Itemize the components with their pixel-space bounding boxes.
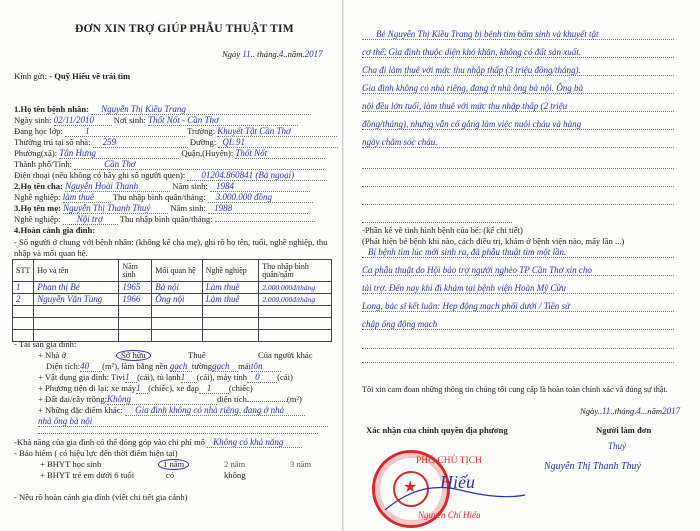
stamp-title: PHÓ CHỦ TỊCH	[416, 456, 482, 466]
computer-field[interactable]: 0	[247, 373, 277, 383]
bhyt-child-option-no[interactable]: không	[224, 470, 246, 480]
table-row	[13, 282, 332, 294]
other-row: + Những đặc điểm khác: Gia đình không có nhà riêng, đang ở nhà	[38, 406, 305, 416]
cell[interactable]	[13, 306, 34, 318]
situation-line[interactable]: đồng/tháng), nhưng vẫn cố gắng làm việc nuôi cháu và hàng	[362, 120, 674, 130]
grade-row: Đang học lớp: 1 Trường: Khuyết Tật Cần Thơ	[14, 127, 337, 137]
other-field-line1[interactable]: Gia đình không có nhà riêng, đang ở nhà	[125, 406, 305, 416]
cell[interactable]	[119, 306, 152, 318]
blank-line[interactable]	[362, 222, 512, 223]
fridge-field[interactable]: 1	[181, 373, 197, 383]
household-intro: - Số người ở chung với bệnh nhân: (không kể cha mẹ), ghi rõ họ tên, tuổi, nghề nghiệp, thu	[14, 237, 328, 247]
assets-label: - Tài sản gia đình:	[14, 339, 77, 349]
cell[interactable]: Làm thuê	[202, 294, 259, 306]
col-stt: STT	[13, 260, 34, 282]
cell[interactable]: 2.000.000đ/tháng	[259, 294, 332, 306]
star-icon: ★	[403, 479, 418, 496]
contribution-field[interactable]: Không có khả năng	[207, 438, 302, 448]
transport-row: + Phương tiện đi lại: xe máy1 (chiếc), xe đạp 1 (chiếc)	[38, 383, 253, 393]
blank-line[interactable]	[362, 204, 674, 205]
land-row: + Đất đai/cây trồng:Không diện tích (m²)	[38, 394, 302, 404]
phone-field[interactable]: 01204.860841 (Bà ngoại)	[187, 171, 327, 181]
date-month: 4	[278, 49, 284, 59]
father-name-field[interactable]: Nguyễn Hoài Thanh	[65, 182, 170, 192]
bhyt-student-option-1[interactable]: 1 năm	[158, 459, 189, 470]
situation-label: - Nêu rõ hoàn cảnh gia đình (viết chi tiết gia cảnh)	[14, 492, 188, 502]
date-day: 11	[242, 49, 251, 59]
land-area-field[interactable]	[247, 401, 287, 402]
mother-job-row: Nghề nghiệp: Nội trợ Thu nhập bình quân/tháng:	[14, 215, 315, 225]
illness-label: -Phần kể về tình hình bệnh của bé: (kể chi tiết)	[362, 225, 523, 235]
cell[interactable]: 1965	[119, 282, 152, 294]
wall-field[interactable]: gạch	[212, 362, 238, 372]
father-job-field[interactable]: làm thuê	[63, 193, 111, 203]
situation-line[interactable]: Bé Nguyễn Thị Kiều Trang bị bệnh tim bẩm sinh và khuyết tật	[362, 30, 674, 40]
other-row-2	[38, 417, 328, 427]
blank-line	[38, 433, 318, 434]
district-field[interactable]: Thốt Nốt	[235, 149, 325, 159]
dob-field[interactable]: 02/11/2010	[54, 116, 112, 126]
mother-birth-year-field[interactable]: 1988	[208, 204, 308, 214]
dob-row: Ngày sinh: 02/11/2010 Nơi sinh: Thốt Nốt - Cần Thơ	[14, 116, 298, 126]
insurance-label: - Bảo hiểm ( có hiệu lực đến thời điểm hiện tại)	[14, 448, 178, 458]
grade-field[interactable]: 1	[65, 127, 185, 137]
patient-name-field[interactable]: Nguyễn Thị Kiều Trang	[91, 105, 311, 115]
illness-line[interactable]: tài trợ. Đến nay khi đi khám tại bệnh viện Hoàn Mỹ Cửu	[362, 284, 674, 294]
house-label: + Nhà ở	[38, 350, 67, 360]
table-row	[13, 294, 332, 306]
situation-line[interactable]: nội đều lớn tuổi, làm thuê với mức thu nhập thấp (2 triệu	[362, 102, 674, 112]
bicycle-field[interactable]: 1	[199, 384, 229, 394]
applicant-name: Nguyễn Thị Thanh Thuý	[544, 461, 641, 472]
birthplace-field[interactable]: Thốt Nốt - Cần Thơ	[148, 116, 298, 126]
contribution-row: -Khả năng của gia đình có thể đóng góp vào chi phí mổ Không có khả năng	[14, 438, 302, 448]
form-page-left	[0, 0, 343, 531]
illness-hint: (Phát hiện bé bệnh khi nào, cách điều trị, khám ở bệnh viện nào, mấy lần ...)	[362, 236, 625, 246]
cell[interactable]: Ông nội	[152, 294, 203, 306]
col-birth-year: Năm sinh	[119, 260, 152, 282]
cell[interactable]: Nguyễn Văn Tùng	[34, 294, 119, 306]
cell[interactable]	[34, 318, 119, 330]
col-job: Nghề nghiệp	[202, 260, 259, 282]
father-income-field[interactable]: 3.000.000 đồng	[208, 193, 313, 203]
father-row: 2.Họ tên cha: Nguyễn Hoài Thanh Năm sinh: 1984	[14, 182, 310, 192]
official-name: Nguyễn Chí Hiếu	[418, 510, 481, 520]
situation-line[interactable]: Cha đi làm thuê với mức thu nhập thấp (3 triệu đồng/tháng).	[362, 66, 674, 76]
city-row: Thành phố/Tỉnh: Cần Thơ	[14, 160, 324, 170]
recipient-line: Kính gửi: - Quỹ Hiểu về trái tim	[14, 71, 131, 81]
signature-stroke	[380, 470, 530, 520]
patient-name-row: 1.Họ tên bệnh nhân: Nguyễn Thị Kiều Trang	[14, 105, 332, 115]
cell[interactable]: 1966	[119, 294, 152, 306]
motorbike-field[interactable]: 1	[136, 384, 148, 394]
bhyt-child-option-yes[interactable]: có	[166, 470, 175, 480]
school-field[interactable]: Khuyết Tật Cần Thơ	[217, 127, 337, 137]
applicant-signature: Thuý	[608, 441, 626, 451]
illness-line[interactable]: Bị bệnh tim lúc mới sinh ra, đã phẫu thuật tim một lần.	[362, 248, 674, 258]
table-row	[13, 306, 332, 318]
area-field[interactable]: 40	[80, 362, 102, 372]
house-option-other[interactable]: Của người khác	[258, 350, 313, 360]
mother-name-field[interactable]: Nguyễn Thị Thanh Thuý	[63, 204, 168, 214]
cell[interactable]: 1	[13, 282, 34, 294]
tv-field[interactable]: 1	[125, 373, 137, 383]
street-field[interactable]: QL 91	[218, 138, 338, 148]
cell[interactable]	[202, 318, 259, 330]
father-birth-year-field[interactable]: 1984	[210, 182, 310, 192]
blank-line[interactable]	[362, 362, 674, 363]
official-signature: Hiếu	[440, 472, 475, 492]
cell[interactable]	[119, 318, 152, 330]
father-job-row: Nghề nghiệp: làm thuê Thu nhập bình quân/tháng: 3.000.000 đồng	[14, 193, 313, 203]
recipient: - Quỹ Hiểu về trái tim	[49, 71, 131, 81]
mother-job-field[interactable]: Nội trợ	[63, 215, 118, 225]
household-intro-2: nhập và mối quan hệ.	[14, 248, 88, 258]
cell[interactable]	[152, 318, 203, 330]
roof-field[interactable]: tôn	[251, 362, 281, 372]
illness-line[interactable]: chập ống động mạch	[362, 320, 674, 330]
land-field[interactable]: Không	[107, 395, 217, 405]
cell[interactable]: 2	[13, 294, 34, 306]
local-gov-label: Xác nhận của chính quyền địa phương	[366, 425, 508, 435]
cell[interactable]: 2.000.000đ/tháng	[259, 282, 332, 294]
bhyt-student-label: + BHYT học sinh	[40, 459, 102, 469]
col-relation: Mối quan hệ	[152, 260, 203, 282]
situation-line[interactable]: ngày chăm sóc cháu.	[362, 138, 674, 148]
cell[interactable]	[202, 306, 259, 318]
cell[interactable]	[152, 306, 203, 318]
address-row: Thường trú tại số nhà: 259 Đường: QL 91	[14, 138, 338, 148]
mother-income-field[interactable]	[215, 221, 315, 222]
bhyt-child-label: + BHYT trẻ em dưới 6 tuổi	[40, 470, 135, 480]
bhyt-student-option-2[interactable]: 2 năm	[224, 459, 246, 469]
city-field[interactable]: Cần Thơ	[74, 160, 324, 170]
cell[interactable]	[152, 330, 203, 342]
illness-line[interactable]: Ca phẫu thuật do Hội bảo trợ người nghèo TP Cần Thơ xin cho	[362, 266, 674, 276]
cell[interactable]	[259, 306, 332, 318]
cell[interactable]	[259, 330, 332, 342]
blank-line[interactable]	[362, 348, 674, 349]
phone-row: Điện thoại (nếu không có hãy ghi số người quen): 01204.860841 (Bà ngoại)	[14, 171, 327, 181]
cell[interactable]	[259, 318, 332, 330]
house-option-owned[interactable]: Sở hữu	[116, 350, 151, 361]
cell[interactable]: Làm thuê	[202, 282, 259, 294]
situation-line[interactable]: cơ thể. Gia đình thuộc diện khó khăn, không có đất sản xuất.	[362, 48, 674, 58]
sign-date: Ngày..11..tháng.4...năm2017	[580, 406, 681, 416]
household-table	[12, 259, 332, 342]
appliances-row: + Vật dụng gia đình: Tivi1 (cái), tủ lạnh1 (cái), máy tính 0 (cái)	[38, 372, 293, 382]
area-row: Diện tích:40 (m²), làm bằng nền gạch tườnggạch máitôn	[46, 362, 281, 372]
form-title: ĐƠN XIN TRỢ GIÚP PHẪU THUẬT TIM	[75, 23, 294, 35]
situation-line[interactable]: Gia đình không có nhà riêng, đang ở nhà ông bà nội. Ông bà	[362, 84, 674, 94]
mother-row: 3.Họ tên mẹ: Nguyễn Thị Thanh Thuý Năm sinh: 1988	[14, 204, 308, 214]
blank-line[interactable]	[362, 168, 674, 169]
house-option-rent[interactable]: Thuê	[188, 350, 206, 360]
illness-line[interactable]: Long, bác sĩ kết luận: Hẹp động mạch phổi dưới / Tiền sử	[362, 302, 674, 312]
floor-field[interactable]: gạch	[170, 362, 192, 372]
ward-row: Phường(xã): Tân Hưng Quận,(Huyện): Thốt Nốt	[14, 149, 325, 159]
cell[interactable]	[34, 306, 119, 318]
house-number-field[interactable]: 259	[93, 138, 188, 148]
cell[interactable]: Bà nội	[152, 282, 203, 294]
applicant-label: Người làm đơn	[596, 425, 652, 435]
cell[interactable]: Phan thị Bé	[34, 282, 119, 294]
family-section-title: 4.Hoàn cảnh gia đình:	[14, 225, 96, 235]
col-name: Họ và tên	[34, 260, 119, 282]
cell[interactable]	[202, 330, 259, 342]
cell[interactable]	[119, 330, 152, 342]
date-year: 2017	[304, 49, 323, 59]
other-field-line2[interactable]: nhà ông bà nội	[38, 417, 328, 427]
commitment-text: Tôi xin cam đoan những thông tin chúng tôi cung cấp là hoàn toàn chính xác và đúng sự thật.	[362, 385, 668, 394]
ward-field[interactable]: Tân Hưng	[59, 149, 179, 159]
table-row	[13, 318, 332, 330]
form-date: Ngày 11.. tháng.4..năm.2017	[222, 49, 323, 59]
col-income: Thu nhập bình quân/năm	[259, 260, 332, 282]
bhyt-student-option-3[interactable]: 3 năm	[290, 459, 312, 469]
blank-line[interactable]	[362, 186, 674, 187]
cell[interactable]	[13, 318, 34, 330]
table-header-row	[13, 260, 332, 282]
